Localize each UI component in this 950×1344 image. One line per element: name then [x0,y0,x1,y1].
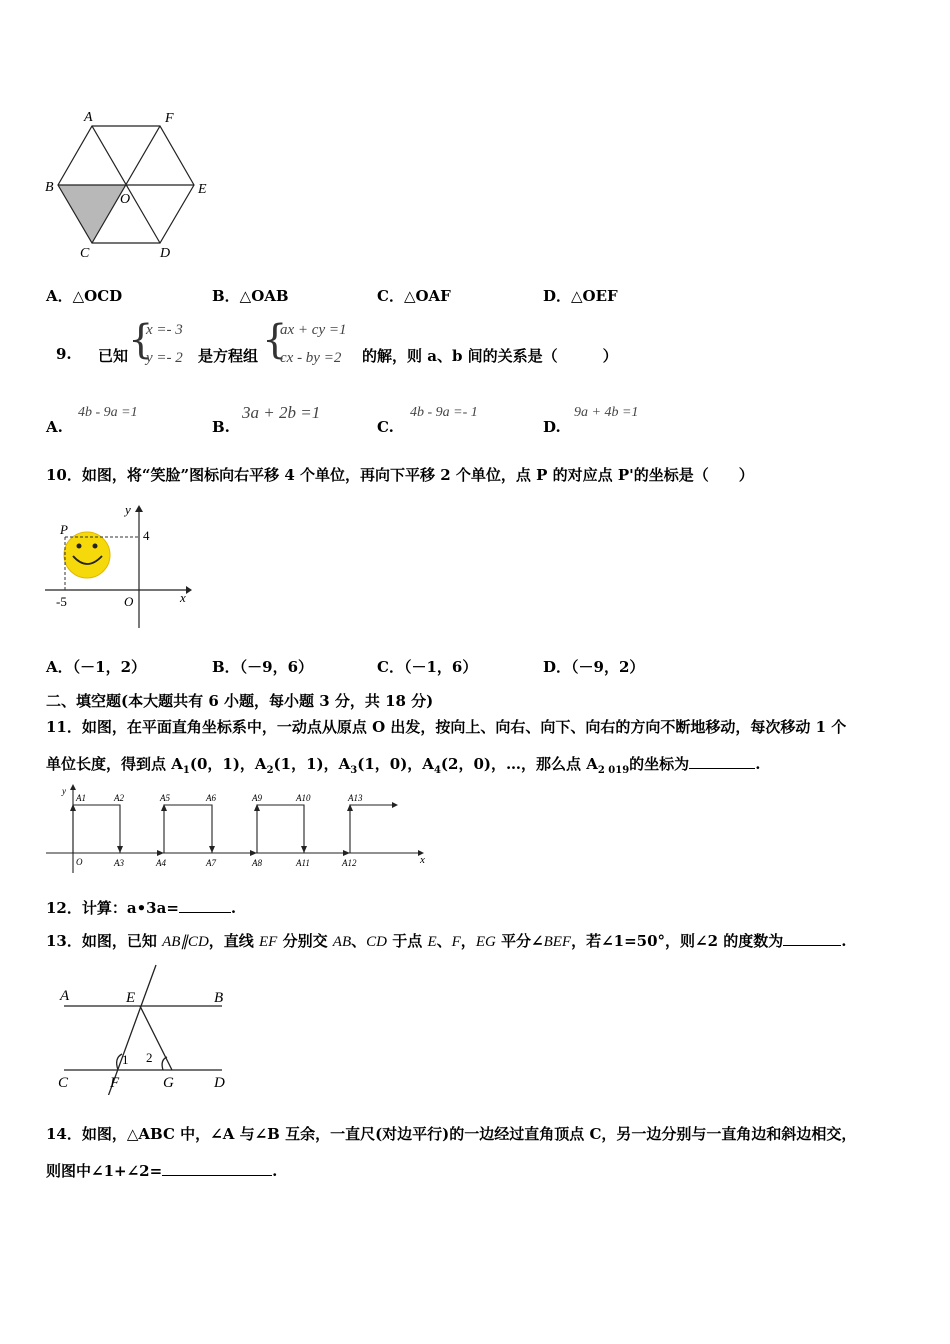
section-heading: 二、填空题(本大题共有 6 小题，每小题 3 分，共 18 分) [46,692,434,710]
arrow-right-3 [343,850,350,856]
graph-label-y: y [125,502,131,517]
q13-e: E [427,934,437,950]
q13-mid4: ， [460,932,476,950]
label-a3: A3 [114,858,124,868]
q13-ab: AB [332,934,352,950]
label-a8: A8 [252,858,262,868]
label-1: 1 [122,1052,129,1067]
smiley-face-icon [64,532,110,578]
q11-t1: (0，1)，A [189,755,267,773]
q11-sub3: 3 [350,765,358,776]
arrow-down-2 [209,846,215,853]
q13-sep2: 、 [436,932,452,950]
q11-sub4: 4 [433,765,441,776]
hexagon-figure [40,105,220,265]
label-a1: A1 [76,793,86,803]
path-3 [257,805,350,853]
label-f: F [165,111,174,126]
q11-sub5: 2 019 [597,765,630,776]
q9-prefix: 已知 [98,347,129,365]
label-c: C [80,246,90,261]
q9-solution-brace: { [128,317,154,363]
q9-equation-1: ax + cy =1 [280,322,347,338]
parallel-lines-figure [50,960,250,1095]
q9-middle: 是方程组 [198,347,259,365]
label-e: E [198,182,207,197]
arrow-down-3 [301,846,307,853]
moving-point-graph [40,783,435,878]
label-a4: A4 [156,858,166,868]
label-f: F [110,1075,120,1091]
arrow-right-1 [157,850,164,856]
q14-line2-text: 则图中∠1+∠2= [46,1162,163,1180]
q13-stem [46,930,847,951]
label-2: 2 [146,1050,153,1065]
q11-line2 [46,753,760,776]
q10-option-a: A．（－1，2） [46,658,147,676]
q13-ab-cd: AB∥CD [162,934,209,950]
segment-eg [140,1006,172,1070]
q13-mid5: 平分∠ [495,932,544,950]
q10-option-c: C．（－1，6） [377,658,478,676]
q10-option-b: B．（－9，6） [212,658,314,676]
label-b: B [214,990,224,1006]
q9-option-d-letter: D. [543,418,561,436]
graph-label-minus5: -5 [56,594,67,609]
label-a: A [60,988,70,1004]
graph-label-x: x [180,590,186,605]
label-a7: A7 [206,858,216,868]
path-1 [73,805,164,853]
y-axis-arrow [135,505,143,512]
label-a: A [84,110,93,125]
label-d: D [160,246,171,261]
graph-label-4: 4 [143,528,150,543]
q9-option-a-letter: A. [46,418,63,436]
label-a5: A5 [160,793,170,803]
q13-answer-blank[interactable] [783,931,841,946]
path-4 [350,805,392,853]
label-c: C [58,1075,69,1091]
arrow-down-1 [117,846,123,853]
smiley-coordinate-graph [40,500,200,635]
arrow-right-4 [392,802,398,808]
q9-solution-y: y =- 2 [146,350,183,366]
q13-ef: EF [259,934,278,950]
q9-system-brace: { [262,317,288,363]
q13-mid3: 于点 [386,932,428,950]
q9-option-c-expr: 4b - 9a =- 1 [410,405,478,420]
label-a11: A11 [296,858,310,868]
q13-mid6: ，若∠1=50°，则∠2 的度数为 [571,932,784,950]
q9-option-c-letter: C. [377,418,394,436]
q13-bef: BEF [543,934,572,950]
q14-end: . [272,1162,278,1180]
q12-text: 12．计算：a•3a= [46,899,179,917]
q9-number: 9. [56,345,72,363]
label-a2: A2 [114,793,124,803]
label-o: O [120,192,131,207]
smiley-left-eye [77,544,82,549]
label-e: E [126,990,136,1006]
q9-option-d-expr: 9a + 4b =1 [574,405,639,420]
q11-line1: 11．如图，在平面直角坐标系中，一动点从原点 O 出发，按向上、向右、向下、向右的方向不断地移动，每次移动 1 个 [46,718,847,736]
path-2 [164,805,257,853]
q9-option-a-expr: 4b - 9a =1 [78,405,138,420]
label-o: O [76,857,83,867]
q10-stem: 10．如图，将“笑脸”图标向右平移 4 个单位，再向下平移 2 个单位，点 P 的对应点 P'的坐标是（ ） [46,466,754,484]
q13-end: . [841,932,847,950]
q9-solution-x: x =- 3 [146,322,183,338]
q9-suffix: 的解，则 a、b 间的关系是（ ） [362,347,618,365]
q11-sub1: 1 [182,765,190,776]
label-a10: A10 [296,793,311,803]
q11-end: . [755,755,761,773]
graph-label-o: O [124,594,134,609]
label-x: x [420,854,425,866]
label-a12: A12 [342,858,357,868]
q12-answer-blank[interactable] [179,898,231,913]
q13-cd: CD [366,934,387,950]
x-axis-arrow [186,586,192,594]
label-g: G [163,1075,174,1091]
q13-eg: EG [475,934,496,950]
q11-t2: (1，1)，A [273,755,351,773]
label-b: B [45,180,54,195]
q11-t3: (1，0)，A [357,755,434,773]
label-a13: A13 [348,793,363,803]
arrow-y [70,784,76,790]
q9-option-b-letter: B. [212,418,230,436]
q9-option-b-expr: 3a + 2b =1 [242,403,321,422]
q13-f: F [451,934,461,950]
q8-option-b: B．△OAB [212,287,289,305]
q14-answer-blank[interactable] [162,1161,272,1176]
q11-sub2: 2 [266,765,274,776]
label-d: D [214,1075,225,1091]
q13-mid1: ，直线 [208,932,260,950]
arrow-right-2 [250,850,257,856]
label-a6: A6 [206,793,216,803]
graph-label-p: P [60,522,68,537]
q11-t4: (2，0)，…，那么点 A [440,755,598,773]
q10-option-d: D．（－9，2） [543,658,645,676]
q8-option-d: D．△OEF [543,287,618,305]
q14-line1: 14．如图，△ABC 中，∠A 与∠B 互余，一直尺(对边平行)的一边经过直角顶点 C，另一边分别与一直角边和斜边相交， [46,1125,857,1143]
q8-option-c: C．△OAF [377,287,451,305]
shaded-triangle-ocb [58,185,126,243]
q12-end: . [230,899,237,917]
q13-prefix: 13．如图，已知 [46,932,163,950]
q11-answer-blank[interactable] [689,754,755,769]
q9-equation-2: cx - by =2 [280,350,342,366]
q12-line [46,897,236,918]
label-a9: A9 [252,793,262,803]
q13-sep: 、 [351,932,367,950]
q13-mid2: 分别交 [277,932,333,950]
q8-option-a: A．△OCD [46,287,123,305]
smiley-right-eye [93,544,98,549]
q14-line2 [46,1160,277,1181]
q11-t5: 的坐标为 [629,755,690,773]
label-y: y [62,786,66,796]
q11-line2-a: 单位长度，得到点 A [46,755,183,773]
